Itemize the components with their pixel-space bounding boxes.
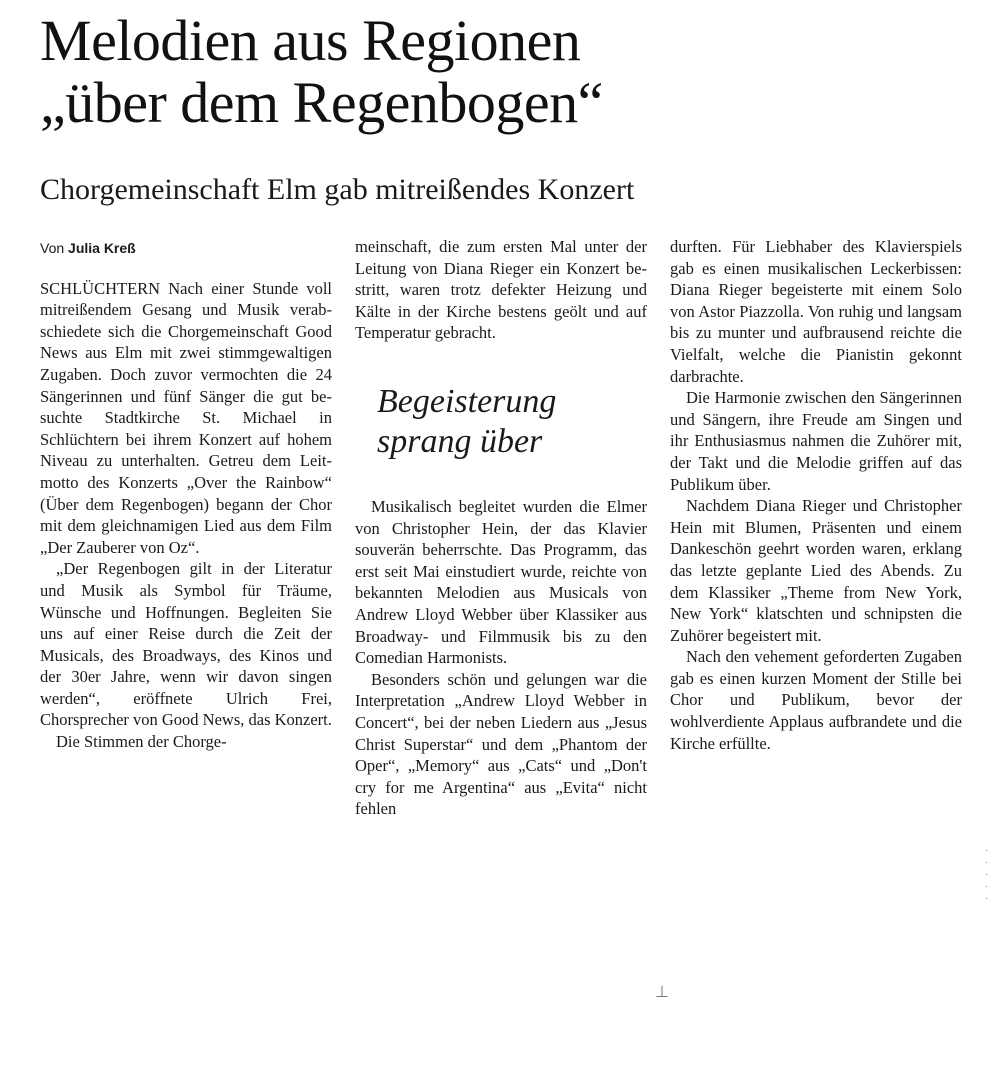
- headline: [40, 10, 980, 134]
- headline-line-1: Melodien aus Regionen: [40, 8, 581, 73]
- paragraph: Die Harmonie zwischen den Sängerinnen und Sängern, ihre Freude am Singen und ihr Enthusiasmus nahmen die Zuhörer mit, der Takt und die Melodie griffen auf das Publikum über.: [670, 388, 962, 494]
- byline-author: Julia Kreß: [68, 240, 136, 256]
- headline-line-2: „über dem Regenbogen“: [40, 70, 603, 135]
- column-2: [355, 236, 647, 820]
- byline: [40, 238, 332, 260]
- scan-speck-icon: ⊥: [655, 984, 669, 1001]
- paragraph: durften. Für Liebhaber des Klavierspiels gab es einen musikalischen Leckerbissen: Diana Rieger begeisterte mit einem Solo von Astor Piazzolla. Von ruhig und langsam bis zu munter und aufbrausend reichte die Vielfalt, welche die Pianistin gekonnt darbrachte.: [670, 237, 962, 386]
- paragraph: Die Stimmen der Chorge-: [56, 732, 227, 752]
- subheadline: Chorgemeinschaft Elm gab mitreißendes Konzert: [40, 173, 635, 206]
- column-3: [670, 236, 962, 754]
- paragraph: Musikalisch begleitet wurden die Elmer von Christopher Hein, der das Klavier souverän beherrschte. Das Programm, das erst seit Mai einstudiert wurde, reichte von bekannten Melodien aus Musicals von Andrew Lloyd Webber über Klassiker aus Broadway- und Filmmusik bis zu den Comedian Harmonists.: [355, 496, 647, 668]
- byline-prefix: Von: [40, 240, 65, 256]
- paragraph: Besonders schön und gelungen war die Interpretation „Andrew Lloyd Webber in Concert“, bei der neben Liedern aus „Jesus Christ Superstar“ und dem „Phantom der Oper“, „Memory“ aus „Cats“ und „Don't cry for me Argentina“ aus „Evita“ nicht fehlen: [355, 669, 647, 819]
- paragraph: „Der Regenbogen gilt in der Literatur und Musik als Symbol für Träume, Wünsche und Hoffnungen. Begleiten Sie uns auf einer Reise durch die Zeit der Musicals, des Broadways, des Kinos und der 30er Jahre, wenn wir davon singen werden“, eröffnete Ulrich Frei, Chorsprecher von Good News, das Konzert.: [40, 559, 332, 730]
- paragraph: Nachdem Diana Rieger und Christopher Hein mit Blumen, Präsenten und einem Dankeschön geehrt worden waren, erklang das letzte geplante Lied des Abends. Zu dem Klassiker „Theme from New York, New York“ klatschten und schnipsten die Zuhörer begeistert mit.: [670, 496, 962, 645]
- column-1: [40, 236, 332, 753]
- paragraph: SCHLÜCHTERN Nach einer Stunde voll mitreißendem Gesang und Musik verabschiedete sich die Chorgemeinschaft Good News aus Elm mit zwei stimmgewaltigen Zugaben. Doch zuvor vermochten die 24 Sängerinnen und fünf Sänger die gut besuchte Stadtkirche St. Michael in Schlüchtern bei ihrem Konzert auf hohem Niveau zu unterhalten. Getreu dem Leitmotto des Konzerts „Over the Rainbow“ (Über dem Regenbogen) begann der Chor mit dem gleichnamigen Lied aus dem Film „Der Zauberer von Oz“.: [40, 278, 332, 557]
- paragraph: Nach den vehement geforderten Zugaben gab es einen kurzen Moment der Stille bei Chor und Publikum, bevor der wohlverdiente Applaus aufbrandete und die Kirche erfüllte.: [670, 647, 962, 753]
- paragraph: meinschaft, die zum ersten Mal unter der Leitung von Diana Rieger ein Konzert bestritt, waren trotz defekter Heizung und Kälte in der Kirche bestens geölt und auf Temperatur gebracht.: [355, 237, 647, 343]
- crosshead: Begeisterung sprang über: [377, 382, 557, 460]
- scan-edge-marks-icon: · · · · ·: [985, 845, 989, 904]
